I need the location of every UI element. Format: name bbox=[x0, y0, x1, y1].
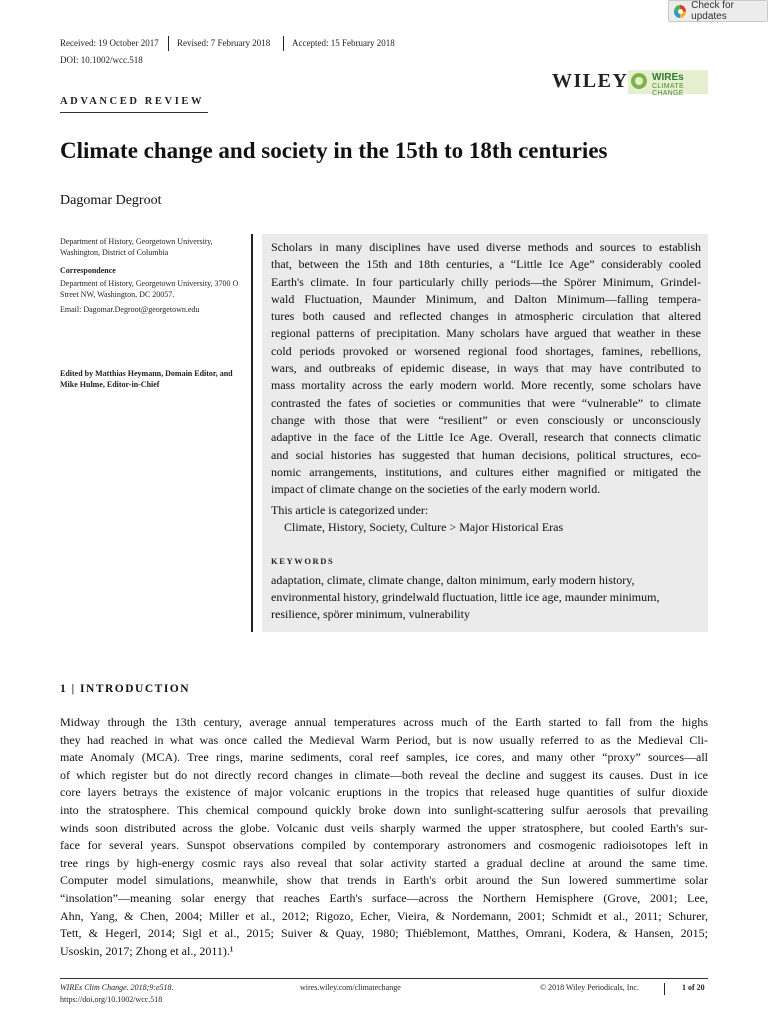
author-name: Dagomar Degroot bbox=[60, 193, 162, 208]
wires-logo-subtext: CLIMATE CHANGE bbox=[652, 83, 684, 97]
wires-logo-text: WIREs bbox=[652, 72, 684, 83]
abstract-rule bbox=[251, 234, 253, 632]
body-line: into the stratosphere. This chemical compound quickly broke down into sunlight-scattering sulfur aerosols that prevailing bbox=[60, 802, 708, 817]
doi: DOI: 10.1002/wcc.518 bbox=[60, 55, 143, 65]
check-for-updates-label: Check for updates bbox=[691, 0, 734, 22]
editors: Edited by Matthias Heymann, Domain Editor, and Mike Hulme, Editor-in-Chief bbox=[60, 369, 233, 389]
category: Climate, History, Society, Culture > Major Historical Eras bbox=[284, 520, 564, 534]
correspondence-address: Department of History, Georgetown University, 3700 O Street NW, Washington, DC 20057. bbox=[60, 279, 239, 299]
abstract-line: wald Fluctuation, Maunder Minimum, and Dalton Minimum—falling tempera- bbox=[271, 291, 701, 306]
body-line: Computer model simulations, meanwhile, show that trends in Earth's orbit around the Sun lowered summertime solar bbox=[60, 873, 708, 888]
body-line: Usoskin, 2017; Zhong et al., 2011).¹ bbox=[60, 943, 234, 958]
affiliation: Department of History, Georgetown University, Washington, District of Columbia bbox=[60, 237, 213, 257]
crossmark-icon bbox=[674, 5, 686, 18]
correspondence-label: Correspondence bbox=[60, 266, 116, 275]
keywords-label: KEYWORDS bbox=[271, 556, 335, 566]
abstract-line: impact of climate change on the societies of the early modern world. bbox=[271, 482, 601, 497]
footer-site-link[interactable]: wires.wiley.com/climatechange bbox=[300, 983, 401, 992]
accepted-date: Accepted: 15 February 2018 bbox=[292, 38, 395, 48]
received-date: Received: 19 October 2017 bbox=[60, 38, 159, 48]
abstract-line: tures both caused and reflected changes in atmospheric circulation that altered bbox=[271, 309, 701, 324]
body-line: Tett, & Hegerl, 2014; Sigl et al., 2015; Suiver & Quay, 1980; Thiéblemont, Matthes, Omrani, Kodera, & Hansen, 2015; bbox=[60, 926, 708, 941]
page-number: 1 of 20 bbox=[682, 983, 705, 992]
categorized-intro: This article is categorized under: bbox=[271, 503, 429, 517]
abstract-line: cold periods provoked or worsened regional food shortages, famines, rebellions, bbox=[271, 343, 701, 358]
wires-journal-logo bbox=[628, 70, 708, 97]
section-rule bbox=[60, 112, 208, 113]
abstract-line: Earth's climate. In four particularly chilly periods—the Spörer Minimum, Grindel- bbox=[271, 274, 701, 289]
footer-doi-link[interactable]: https://doi.org/10.1002/wcc.518 bbox=[60, 995, 163, 1004]
body-line: tree rings by high-energy cosmic rays also reveal that solar activity started a gradual decline at around the same time. bbox=[60, 855, 708, 870]
body-line: they had reached in what was once called the Medieval Warm Period, but is now usually referred to as the Medieval Cli- bbox=[60, 732, 708, 747]
body-line: Midway through the 13th century, average annual temperatures across much of the Earth started to fall from the highs bbox=[60, 715, 708, 729]
abstract bbox=[271, 239, 701, 498]
footer-citation: WIREs Clim Change. 2018;9:e518. bbox=[60, 983, 174, 992]
abstract-line: adaptive in the face of the Little Ice Age. Overall, research that connects climatic bbox=[271, 430, 701, 445]
footer-rule bbox=[60, 978, 708, 979]
body-line: “insolation”—meaning solar energy that reaches Earth's surface—across the Northern Hemisphere (Grove, 2001; Lee, bbox=[60, 890, 708, 905]
header-divider bbox=[168, 36, 169, 51]
correspondence-email: Email: Dagomar.Degroot@georgetown.edu bbox=[60, 305, 200, 314]
header-divider bbox=[283, 36, 284, 51]
body-line: winds soon distributed across the globe. Volcanic dust veils sharply warmed the upper stratosphere, but cooled Earth's sur- bbox=[60, 820, 708, 835]
abstract-line: regional patterns of precipitation. Many scholars have argued that weather in these bbox=[271, 326, 701, 341]
footer-copyright: © 2018 Wiley Periodicals, Inc. bbox=[540, 983, 639, 992]
revised-date: Revised: 7 February 2018 bbox=[177, 38, 271, 48]
section-label: ADVANCED REVIEW bbox=[60, 96, 205, 107]
abstract-line: that, between the 15th and 18th centuries, a “Little Ice Age” considerably cooled bbox=[271, 257, 701, 272]
abstract-line: contrasted the fates of societies or communities that were “vulnerable” to climate bbox=[271, 395, 701, 410]
body-text bbox=[60, 714, 708, 960]
body-line: face for several years. Sunspot observations compiled by contemporary astronomers and cosmogenic radioisotopes left in bbox=[60, 838, 708, 853]
abstract-line: mass mortality across the early modern world. More recently, some scholars have bbox=[271, 378, 701, 393]
section-heading: 1 | INTRODUCTION bbox=[60, 683, 191, 695]
abstract-line: wars, and outbreaks of epidemic disease, in ways that may have contributed to bbox=[271, 361, 701, 376]
body-line: of which register but do not directly record changes in climate—both reveal the decline and suggest its causes. Dust in ice bbox=[60, 767, 708, 782]
abstract-line: change with those that were “resilient” or even consciously or unconsciously bbox=[271, 412, 701, 427]
footer-divider bbox=[664, 983, 665, 995]
keywords: adaptation, climate, climate change, dalton minimum, early modern history, environmental history, grindelwald fluctuation, little ice age, maunder minimum, resilience, spörer minimum, vulnerability bbox=[271, 573, 660, 621]
wires-logo-icon bbox=[631, 73, 647, 89]
wiley-logo: WILEY bbox=[552, 70, 629, 92]
check-for-updates-button[interactable] bbox=[668, 0, 768, 22]
abstract-line: Scholars in many disciplines have used diverse methods and sources to establish bbox=[271, 240, 701, 254]
body-line: mate Anomaly (MCA). Tree rings, marine sediments, coral reef samples, ice cores, and many other “proxy” sources—all bbox=[60, 750, 708, 765]
abstract-line: nomic arrangements, institutions, and cultures either magnified or mitigated the bbox=[271, 464, 701, 479]
body-line: Ahn, Yang, & Chen, 2004; Miller et al., 2012; Rigozo, Echer, Vieira, & Nordemann, 2001; Schmidt et al., 2011; Schurer, bbox=[60, 908, 708, 923]
body-line: core layers betrays the existence of major volcanic eruptions in the tropics that released huge quantities of sulfur dioxide bbox=[60, 785, 708, 800]
abstract-line: and social histories has suggested that human decisions, political structures, eco- bbox=[271, 447, 701, 462]
article-title: Climate change and society in the 15th to 18th centuries bbox=[60, 138, 608, 163]
